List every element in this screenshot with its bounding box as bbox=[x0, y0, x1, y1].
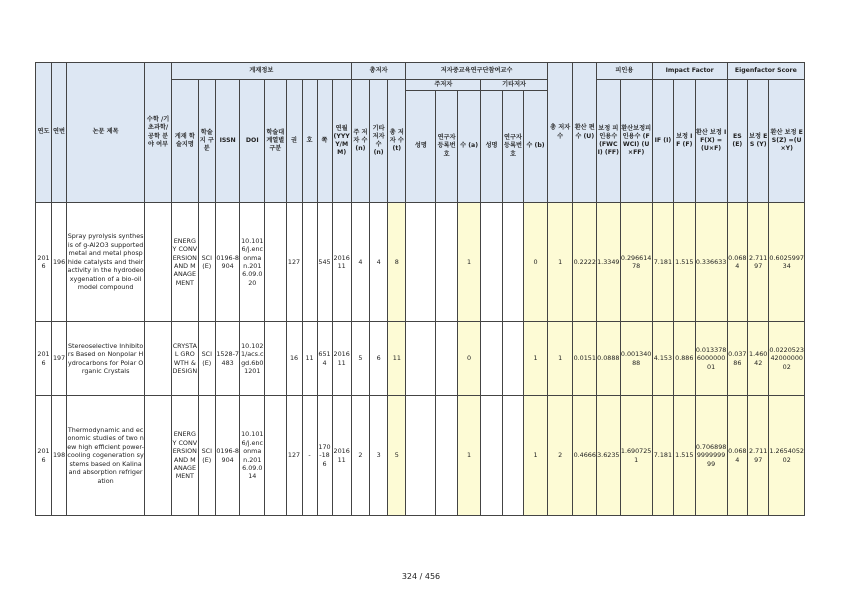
cell-issue bbox=[302, 203, 317, 322]
cell-if: 7.181 bbox=[652, 203, 673, 322]
cell-adjusted-es: 2.71197 bbox=[748, 203, 769, 322]
cell-field bbox=[145, 322, 172, 396]
page-number: 324 / 456 bbox=[401, 572, 441, 581]
cell-es: 0.0684 bbox=[727, 203, 747, 322]
header-main-count: 수 (a) bbox=[457, 91, 481, 203]
header-journal-class: 학술지 구분 bbox=[198, 80, 215, 203]
cell-pages: 170-186 bbox=[317, 396, 332, 516]
cell-main-reg-number bbox=[436, 396, 457, 516]
header-impact-factor: Impact Factor bbox=[652, 63, 727, 80]
header-serial: 연번 bbox=[52, 63, 67, 203]
cell-other-authors: 3 bbox=[370, 396, 388, 516]
cell-title: Stereoselective Inhibitors Based on Nonpolar Hydrocarbons for Polar Organic Crystals bbox=[67, 322, 145, 396]
cell-total-count: 1 bbox=[547, 203, 573, 322]
cell-total-authors: 11 bbox=[388, 322, 406, 396]
cell-title: Spray pyrolysis synthesis of g-Al2O3 supported metal and metal phosphide catalysts and their activity in the hydrodeoxygenation of a bio-oil model compound bbox=[67, 203, 145, 322]
cell-total-authors: 8 bbox=[388, 203, 406, 322]
cell-main-reg-number bbox=[436, 322, 457, 396]
cell-other-count: 1 bbox=[524, 396, 548, 516]
cell-issue: 11 bbox=[302, 322, 317, 396]
header-converted-fwci: 환산보정피인용수 (FWCI) (U×FF) bbox=[620, 80, 652, 203]
cell-fwci: 1.3349 bbox=[597, 203, 621, 322]
cell-other-authors: 4 bbox=[370, 203, 388, 322]
cell-pages: 6514 bbox=[317, 322, 332, 396]
cell-field bbox=[145, 203, 172, 322]
header-main-reg-number: 연구자 등록번호 bbox=[436, 91, 457, 203]
cell-es: 0.03786 bbox=[727, 322, 747, 396]
cell-converted: 0.2222 bbox=[573, 203, 597, 322]
cell-serial: 198 bbox=[52, 396, 67, 516]
cell-total-count: 2 bbox=[547, 396, 573, 516]
header-fwci: 보정 피인용수 (FWCI) (FF) bbox=[597, 80, 621, 203]
header-other-authors: 기타 저자 수 (n) bbox=[370, 80, 388, 203]
cell-es: 0.0684 bbox=[727, 396, 747, 516]
cell-field bbox=[145, 396, 172, 516]
cell-converted-es: 1.265405202 bbox=[769, 396, 805, 516]
cell-other-count: 0 bbox=[524, 203, 548, 322]
cell-volume: 127 bbox=[286, 203, 302, 322]
cell-if: 7.181 bbox=[652, 396, 673, 516]
header-adjusted-es: 보정 ES (Y) bbox=[748, 80, 769, 203]
cell-doi: 10.1016/j.enconman.2016.09.014 bbox=[240, 396, 265, 516]
cell-main-count: 1 bbox=[457, 203, 481, 322]
cell-pages: 545 bbox=[317, 203, 332, 322]
header-adjusted-if: 보정 IF (F) bbox=[674, 80, 695, 203]
header-field: 수학 /기초과학/공학 분야 여부 bbox=[145, 63, 172, 203]
cell-main-reg-number bbox=[436, 203, 457, 322]
table-row bbox=[36, 203, 805, 322]
cell-other-authors: 6 bbox=[370, 322, 388, 396]
cell-adjusted-if: 1.515 bbox=[674, 396, 695, 516]
header-doi: DOI bbox=[240, 80, 265, 203]
cell-other-name bbox=[481, 203, 502, 322]
cell-date: 2016 11 bbox=[332, 396, 351, 516]
cell-serial: 197 bbox=[52, 322, 67, 396]
cell-converted-es: 0.02205234200000002 bbox=[769, 322, 805, 396]
cell-doi: 10.1021/acs.cgd.6b01201 bbox=[240, 322, 265, 396]
cell-main-authors: 5 bbox=[351, 322, 369, 396]
cell-academic-class bbox=[265, 203, 286, 322]
cell-issue: - bbox=[302, 396, 317, 516]
cell-converted-es: 0.602599734 bbox=[769, 203, 805, 322]
header-issn: ISSN bbox=[215, 80, 240, 203]
header-es: ES (E) bbox=[727, 80, 747, 203]
header-other-name: 성명 bbox=[481, 91, 502, 203]
cell-other-count: 1 bbox=[524, 322, 548, 396]
header-other-author-group: 기타저자 bbox=[481, 80, 547, 91]
cell-volume: 127 bbox=[286, 396, 302, 516]
cell-issn: 1528-7483 bbox=[215, 322, 240, 396]
cell-main-count: 1 bbox=[457, 396, 481, 516]
header-participating-professors: 저자중교육연구단참여교수 bbox=[406, 63, 547, 80]
cell-other-reg-number bbox=[502, 396, 523, 516]
header-main-authors: 주 저자 수 (n) bbox=[351, 80, 369, 203]
header-total-count: 총 저자 수 bbox=[547, 63, 573, 203]
header-converted: 환산 편수 (U) bbox=[573, 63, 597, 203]
header-year: 연도 bbox=[36, 63, 52, 203]
paper-list-table bbox=[35, 62, 805, 516]
header-other-reg-number: 연구자 등록번호 bbox=[502, 91, 523, 203]
cell-journal-class: SCI(E) bbox=[198, 322, 215, 396]
cell-converted-fwci: 0.29661478 bbox=[620, 203, 652, 322]
cell-volume: 16 bbox=[286, 322, 302, 396]
cell-converted-if: 0.013378600000001 bbox=[695, 322, 727, 396]
cell-adjusted-if: 0.886 bbox=[674, 322, 695, 396]
header-converted-if: 환산 보정 IF(X) = (U×F) bbox=[695, 80, 727, 203]
header-if: IF (I) bbox=[652, 80, 673, 203]
cell-fwci: 3.6235 bbox=[597, 396, 621, 516]
cell-converted-fwci: 1.6907251 bbox=[620, 396, 652, 516]
cell-converted-fwci: 0.00134088 bbox=[620, 322, 652, 396]
cell-title: Thermodynamic and economic studies of two new high efficient power-cooling cogeneration systems based on Kalina and absorption refrigeration bbox=[67, 396, 145, 516]
cell-if: 4.153 bbox=[652, 322, 673, 396]
header-title: 논문 제목 bbox=[67, 63, 145, 203]
header-other-count: 수 (b) bbox=[524, 91, 548, 203]
cell-main-name bbox=[406, 396, 436, 516]
cell-other-name bbox=[481, 322, 502, 396]
header-date: 연월 (YYYY/MM) bbox=[332, 80, 351, 203]
cell-converted-if: 0.336633 bbox=[695, 203, 727, 322]
cell-journal: CRYSTAL GROWTH & DESIGN bbox=[171, 322, 198, 396]
table-row bbox=[36, 396, 805, 516]
cell-main-authors: 2 bbox=[351, 396, 369, 516]
cell-issn: 0196-8904 bbox=[215, 203, 240, 322]
cell-adjusted-es: 2.71197 bbox=[748, 396, 769, 516]
cell-adjusted-if: 1.515 bbox=[674, 203, 695, 322]
header-volume: 권 bbox=[286, 80, 302, 203]
cell-journal: ENERGY CONVERSION AND MANAGEMENT bbox=[171, 396, 198, 516]
cell-year: 2016 bbox=[36, 203, 52, 322]
header-academic-class: 학술대 계열별 구분 bbox=[265, 80, 286, 203]
cell-year: 2016 bbox=[36, 396, 52, 516]
cell-academic-class bbox=[265, 322, 286, 396]
cell-main-authors: 4 bbox=[351, 203, 369, 322]
cell-date: 2016 11 bbox=[332, 203, 351, 322]
cell-doi: 10.1016/j.enconman.2016.09.020 bbox=[240, 203, 265, 322]
cell-year: 2016 bbox=[36, 322, 52, 396]
cell-main-name bbox=[406, 322, 436, 396]
table-row bbox=[36, 322, 805, 396]
cell-journal: ENERGY CONVERSION AND MANAGEMENT bbox=[171, 203, 198, 322]
cell-journal-class: SCI(E) bbox=[198, 203, 215, 322]
header-pages: 쪽 bbox=[317, 80, 332, 203]
header-converted-es: 환산 보정 ES(Z) =(U×Y) bbox=[769, 80, 805, 203]
cell-other-reg-number bbox=[502, 322, 523, 396]
cell-academic-class bbox=[265, 396, 286, 516]
header-publication-info: 게재정보 bbox=[171, 63, 351, 80]
cell-date: 2016 11 bbox=[332, 322, 351, 396]
header-citation: 피인용 bbox=[597, 63, 653, 80]
cell-main-count: 0 bbox=[457, 322, 481, 396]
cell-other-reg-number bbox=[502, 203, 523, 322]
header-main-name: 성명 bbox=[406, 91, 436, 203]
cell-fwci: 0.0888 bbox=[597, 322, 621, 396]
header-total-authors: 총저자 bbox=[351, 63, 406, 80]
cell-journal-class: SCI(E) bbox=[198, 396, 215, 516]
cell-total-authors: 5 bbox=[388, 396, 406, 516]
cell-total-count: 1 bbox=[547, 322, 573, 396]
cell-converted: 0.0151 bbox=[573, 322, 597, 396]
cell-serial: 196 bbox=[52, 203, 67, 322]
cell-converted: 0.4666 bbox=[573, 396, 597, 516]
cell-issn: 0196-8904 bbox=[215, 396, 240, 516]
header-eigenfactor: Eigenfactor Score bbox=[727, 63, 804, 80]
header-journal: 게재 학술지명 bbox=[171, 80, 198, 203]
header-issue: 호 bbox=[302, 80, 317, 203]
cell-adjusted-es: 1.46042 bbox=[748, 322, 769, 396]
header-total-author-count: 총 저자 수 (t) bbox=[388, 80, 406, 203]
cell-main-name bbox=[406, 203, 436, 322]
cell-other-name bbox=[481, 396, 502, 516]
cell-converted-if: 0.706898999999999 bbox=[695, 396, 727, 516]
header-main-author-group: 주저자 bbox=[406, 80, 481, 91]
